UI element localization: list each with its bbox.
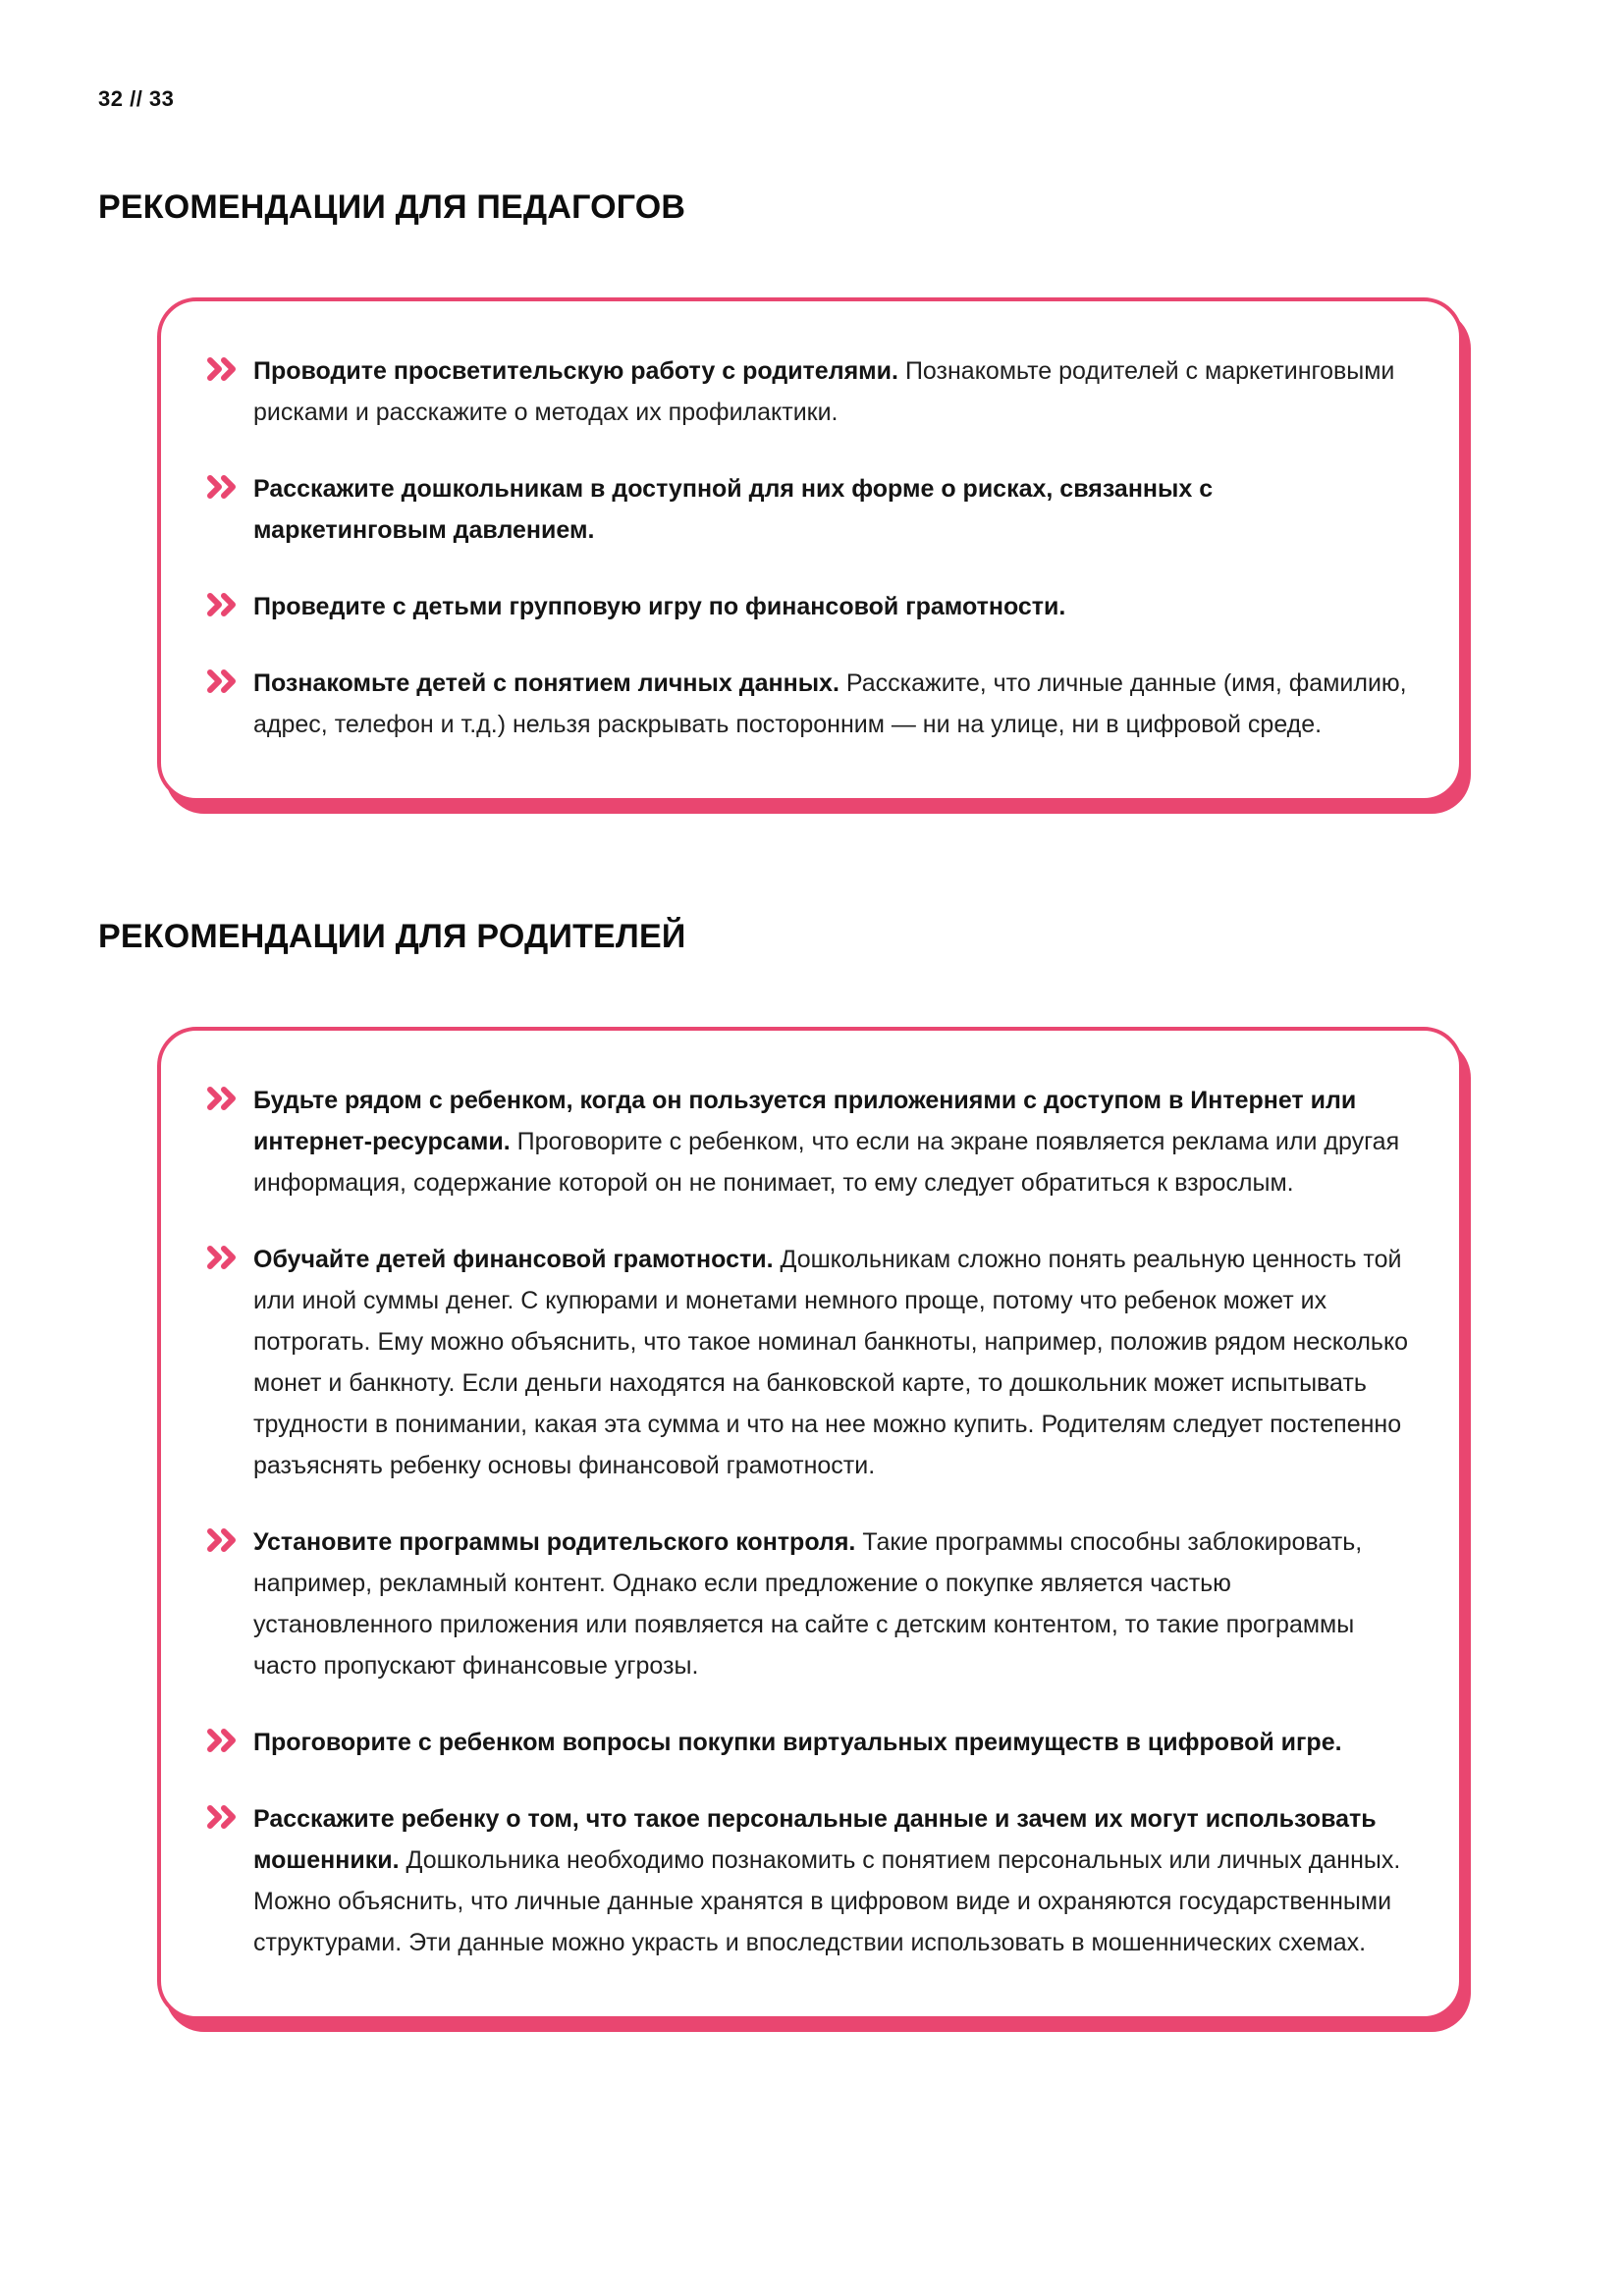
- recommendation-text: [253, 1522, 1410, 1686]
- double-chevron-icon: [206, 593, 240, 616]
- recommendation-lead: Обучайте детей финансовой грамотности.: [253, 1246, 774, 1273]
- recommendation-lead: Проговорите с ребенком вопросы покупки виртуальных преимуществ в цифровой игре.: [253, 1729, 1342, 1756]
- recommendation-lead: Расскажите дошкольникам в доступной для них форме о рисках, связанных с маркетинговым давлением.: [253, 475, 1214, 544]
- recommendation-item: [206, 1798, 1410, 1963]
- recommendation-text: [253, 586, 1065, 627]
- recommendation-item: [206, 468, 1410, 551]
- recommendation-text: [253, 468, 1410, 551]
- recommendation-item: [206, 1080, 1410, 1203]
- recommendation-item: [206, 586, 1410, 627]
- recommendation-lead: Проведите с детьми групповую игру по финансовой грамотности.: [253, 593, 1066, 620]
- double-chevron-icon: [206, 357, 240, 381]
- recommendation-item: [206, 1239, 1410, 1486]
- double-chevron-icon: [206, 1087, 240, 1110]
- double-chevron-icon: [206, 1528, 240, 1552]
- double-chevron-icon: [206, 1729, 240, 1752]
- recommendation-text: [253, 1080, 1410, 1203]
- recommendation-body: Расскажите, что личные данные (имя, фамилию, адрес, телефон и т.д.) нельзя раскрывать посторонним — ни на улице, ни в цифровой среде.: [253, 669, 1407, 738]
- double-chevron-icon: [206, 1246, 240, 1269]
- recommendation-item: [206, 350, 1410, 433]
- recommendation-lead: Познакомьте детей с понятием личных данных.: [253, 669, 839, 697]
- page-number: 32 // 33: [98, 86, 175, 111]
- recommendations-card-teachers: [157, 297, 1463, 802]
- double-chevron-icon: [206, 669, 240, 693]
- recommendation-text: [253, 663, 1410, 745]
- recommendation-lead: Установите программы родительского контроля.: [253, 1528, 856, 1556]
- recommendation-body: Познакомьте родителей с маркетинговыми рисками и расскажите о методах их профилактики.: [253, 357, 1395, 426]
- recommendation-text: [253, 1798, 1410, 1963]
- recommendation-item: [206, 1522, 1410, 1686]
- recommendation-text: [253, 1722, 1342, 1763]
- recommendation-lead: Проводите просветительскую работу с родителями.: [253, 357, 898, 385]
- recommendation-body: Дошкольникам сложно понять реальную ценность той или иной суммы денег. С купюрами и монетами немного проще, потому что ребенок может их потрогать. Ему можно объяснить, что такое номинал банкноты, например, положив рядом несколько монет и банкноту. Если деньги находятся на банковской карте, то дошкольник может испытывать трудности в понимании, какая эта сумма и что на нее можно купить. Родителям следует постепенно разъяснять ребенку основы финансовой грамотности.: [253, 1246, 1409, 1479]
- recommendation-body: Дошкольника необходимо познакомить с понятием персональных или личных данных. Можно объяснить, что личные данные хранятся в цифровом виде и охраняются государственными структурами. Эти данные можно украсть и впоследствии использовать в мошеннических схемах.: [253, 1846, 1401, 1956]
- recommendation-body: Проговорите с ребенком, что если на экране появляется реклама или другая информация, содержание которой он не понимает, то ему следует обратиться к взрослым.: [253, 1128, 1400, 1197]
- recommendation-body: Такие программы способны заблокировать, например, рекламный контент. Однако если предложение о покупке является частью установленного приложения или появляется на сайте с детским контентом, то такие программы часто пропускают финансовые угрозы.: [253, 1528, 1363, 1680]
- recommendations-card-parents: [157, 1027, 1463, 2020]
- recommendation-item: [206, 663, 1410, 745]
- recommendation-text: [253, 1239, 1410, 1486]
- section-title-teachers: РЕКОМЕНДАЦИИ ДЛЯ ПЕДАГОГОВ: [98, 188, 686, 226]
- recommendation-text: [253, 350, 1410, 433]
- recommendation-lead: Расскажите ребенку о том, что такое персональные данные и зачем их могут использовать мошенники.: [253, 1805, 1377, 1874]
- double-chevron-icon: [206, 1805, 240, 1829]
- recommendation-item: [206, 1722, 1410, 1763]
- recommendation-lead: Будьте рядом с ребенком, когда он пользуется приложениями с доступом в Интернет или интернет-ресурсами.: [253, 1087, 1357, 1155]
- section-title-parents: РЕКОМЕНДАЦИИ ДЛЯ РОДИТЕЛЕЙ: [98, 918, 686, 955]
- double-chevron-icon: [206, 475, 240, 499]
